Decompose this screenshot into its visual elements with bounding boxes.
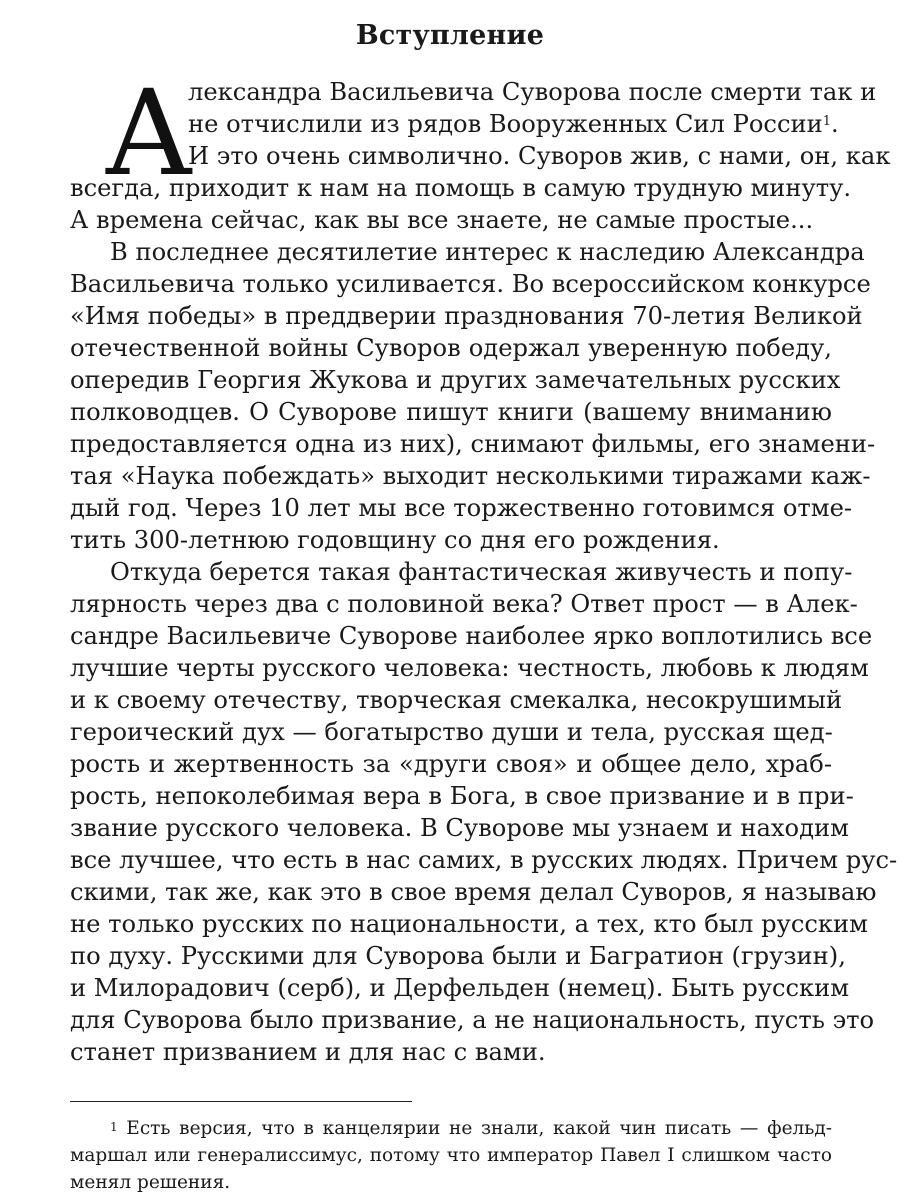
text-line: рость и жертвенность за «други своя» и общее дело, храб- [70,750,832,778]
text-line: И это очень символично. Суворов жив, с нами, он, как [188,142,891,170]
text-line: отечественной войны Суворов одержал уверенную победу, [70,334,832,362]
drop-cap: А [104,64,194,202]
chapter-title: Вступление [355,20,545,51]
text-line: по духу. Русскими для Суворова были и Багратион (грузин), [70,942,846,970]
text-line: В последнее десятилетие интерес к наследию Александра [110,238,865,266]
text-line: не только русских по национальности, а тех, кто был русским [70,910,868,938]
text-line: для Суворова было призвание, а не национальность, пусть это [70,1006,875,1034]
text-line: предоставляется одна из них), снимают фильмы, его знамени- [70,430,876,458]
footnote-line [70,1115,832,1142]
body-text [70,64,898,1068]
text-line: дый год. Через 10 лет мы все торжественно готовимся отме- [70,494,853,522]
footnote-marker[interactable]: 1 [822,114,832,129]
text-line: лександра Васильевича Суворова после смерти так и [188,78,877,106]
text-line: А времена сейчас, как вы все знаете, не самые простые... [70,206,814,234]
paragraph-2 [70,236,876,556]
footnote-number: 1 [110,1120,118,1134]
line-period: . [831,110,839,138]
footnote-divider [70,1101,412,1102]
text-line: и Милорадович (серб), и Дерфельден (немец). Быть русским [70,974,850,1002]
text-line: все лучшее, что есть в нас самих, в русских людях. Причем рус- [70,846,898,874]
footnote-line: менял решения. [70,1172,231,1193]
footnote-line: маршал или генералиссимус, потому что император Павел I слишком часто [70,1145,832,1166]
text-line: Васильевича только усиливается. Во всероссийском конкурсе [70,270,871,298]
text-line: рость, непоколебимая вера в Бога, в свое призвание и в при- [70,782,854,810]
text-line: всегда, приходит к нам на помощь в самую трудную минуту. [70,174,852,202]
footnote-line-content: Есть версия, что в канцелярии не знали, какой чин писать — фельд- [117,1118,832,1139]
text-line-content: не отчислили из рядов Вооруженных Сил России [188,110,823,138]
text-line: лярность через два с половиной века? Ответ прост — в Алек- [70,590,858,618]
text-line: скими, так же, как это в свое время делал Суворов, я называю [70,878,877,906]
text-line: полководцев. О Суворове пишут книги (вашему вниманию [70,398,832,426]
text-line: «Имя победы» в преддверии празднования 70-летия Великой [70,302,863,330]
text-line: и к своему отечеству, творческая смекалка, несокрушимый [70,686,843,714]
footnote [70,1115,832,1196]
text-line: звание русского человека. В Суворове мы узнаем и находим [70,814,849,842]
paragraph-3 [70,556,898,1068]
text-line: лучшие черты русского человека: честность, любовь к людям [70,654,869,682]
text-line: тая «Наука побеждать» выходит несколькими тиражами каж- [70,462,871,490]
text-line: тить 300-летнюю годовщину со дня его рождения. [70,526,720,554]
text-line: станет призванием и для нас с вами. [70,1038,546,1066]
text-line: Откуда берется такая фантастическая живучесть и попу- [110,558,853,586]
paragraph-1 [70,64,891,236]
text-line: сандре Васильевиче Суворове наиболее ярко воплотились все [70,622,873,650]
text-line: опередив Георгия Жукова и других замечательных русских [70,366,841,394]
text-line: героический дух — богатырство души и тела, русская щед- [70,718,833,746]
text-line [188,108,839,140]
